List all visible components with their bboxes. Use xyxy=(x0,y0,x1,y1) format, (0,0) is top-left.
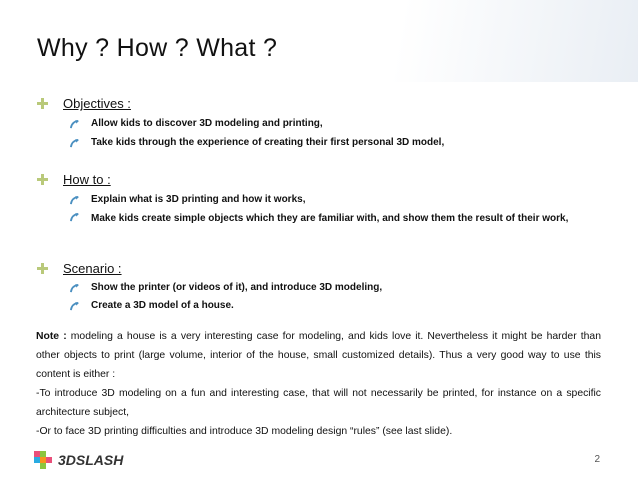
note-body: modeling a house is a very interesting case for modeling, and kids love it. Nevertheless it might be harder than other objects to print (large volume, interior of the house, small customized details). Thus a very good way to use this content is either : xyxy=(36,331,601,380)
3dslash-logo xyxy=(34,447,154,473)
slide-title: Why ? How ? What ? xyxy=(37,34,278,62)
arrow-bullet-icon xyxy=(70,213,79,222)
note-option-1: -To introduce 3D modeling on a fun and interesting case, that will not necessarily be printed, for instance on a specific architecture subject, xyxy=(36,388,601,418)
arrow-bullet-icon xyxy=(70,284,79,293)
note-block xyxy=(36,327,601,441)
slide: Why ? How ? What ? Objectives : Allow kids to discover 3D modeling and printing, Take kids through the experience of creating their first personal 3D model, How to : Explain what is 3D printing and how it works, Make kids create simple objects which they are familiar with, and show them the result of their work, Scenario : Show the printer (or videos of it), and introduce 3D modeling, Create a 3D model of a house. Note : modeling a house is a very interesting case for modeling, and kids love it. Nevertheless it might be harder than other objects to print (large volume, interior of the house, small customized details). Thus a very good way to use this content is either : -To introduce 3D modeling on a fun and interesting case, that will not necessarily be printed, for instance on a specific architecture subject, -Or to face 3D printing difficulties and introduce 3D modeling design “rules” (see last slide). 3DSLASH 2 xyxy=(0,0,638,479)
section-how-to xyxy=(36,172,111,187)
note-paragraph xyxy=(36,327,601,384)
arrow-bullet-icon xyxy=(70,139,79,148)
plus-bullet-icon xyxy=(36,262,48,274)
arrow-bullet-icon xyxy=(70,196,79,205)
plus-bullet-icon xyxy=(36,97,48,109)
page-number: 2 xyxy=(594,454,600,465)
section-label: Scenario : xyxy=(63,261,122,276)
section-scenario xyxy=(36,261,122,276)
note-lead: Note : xyxy=(36,331,67,342)
svg-text:3DSLASH: 3DSLASH xyxy=(58,452,124,468)
plus-bullet-icon xyxy=(36,173,48,185)
arrow-bullet-icon xyxy=(70,120,79,129)
arrow-bullet-icon xyxy=(70,302,79,311)
section-label: How to : xyxy=(63,172,111,187)
section-label: Objectives : xyxy=(63,96,131,111)
note-option-2: -Or to face 3D printing difficulties and introduce 3D modeling design “rules” (see last slide). xyxy=(36,426,453,437)
section-objectives xyxy=(36,96,131,111)
